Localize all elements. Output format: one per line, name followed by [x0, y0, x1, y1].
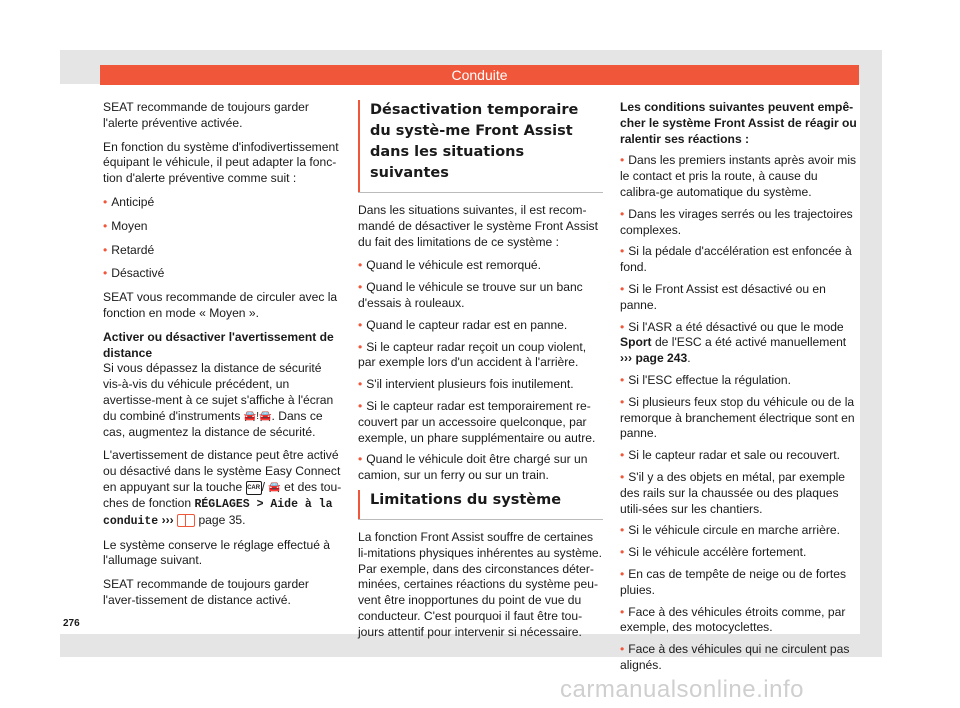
list-item: • Si le capteur radar reçoit un coup violent, par exemple lors d'un accident à l'arrière.: [358, 339, 587, 370]
section-heading: Limitations du système: [358, 490, 603, 519]
menu-path: RÉGLAGES > Aide à la conduite: [103, 497, 333, 528]
list-item: • Moyen: [103, 218, 148, 233]
divider: [358, 192, 603, 193]
paragraph: Dans les situations suivantes, il est recom-mandé de désactiver le système Front Assist du fait des limitations de ce système :: [358, 203, 598, 249]
list-item: • Dans les virages serrés ou les trajectoires complexes.: [620, 206, 853, 237]
list-item: • Dans les premiers instants après avoir mis le contact et pris la route, à cause du calibra-ge automatique du système.: [620, 153, 857, 199]
sport-mode-label: Sport: [620, 335, 652, 350]
situation-list: [358, 258, 603, 484]
bullet-icon: •: [103, 242, 108, 257]
section-heading: Désactivation temporaire du systè-me Front Assist dans les situations suivantes: [358, 100, 603, 192]
distance-warning-icon: 🚘!🚘: [243, 410, 272, 422]
column-3: [620, 100, 858, 680]
list-item: • Quand le capteur radar est en panne.: [358, 317, 568, 332]
list-item: • Si plusieurs feux stop du véhicule ou de la remorque à branchement électrique sont en panne.: [620, 394, 855, 441]
paragraph: SEAT recommande de toujours garder l'alerte préventive activée.: [103, 100, 309, 130]
car-key-icon: CAR: [246, 481, 262, 495]
paragraph: La fonction Front Assist souffre de certaines li-mitations physiques inhérentes au système. Par exemple, dans des circonstances déter-minées, certaines réactions du système peu-vent être inopportunes du point de vue du conducteur. C'est pourquoi il faut être tou-jours attentif pour intervenir si nécessaire.: [358, 529, 603, 639]
paragraph: Le système conserve le réglage effectué à l'allumage suivant.: [103, 537, 331, 568]
list-item: • S'il intervient plusieurs fois inutilement.: [358, 377, 574, 392]
section-header: Conduite: [100, 65, 859, 85]
list-item: • S'il y a des objets en métal, par exemple des rails sur la chaussée ou des plaques utili-sées sur les chantiers.: [620, 469, 845, 516]
bullet-icon: •: [103, 194, 108, 209]
page-number: 276: [63, 618, 80, 629]
bullet-icon: •: [103, 218, 108, 233]
list-item: • Si le capteur radar est temporairement re-couvert par un accessoire quelconque, par exemple, un phare supplémentaire ou autre.: [358, 398, 596, 445]
list-item: • Face à des véhicules étroits comme, par exemple, des motocyclettes.: [620, 604, 846, 635]
option-list: [103, 195, 343, 282]
list-item: • Quand le véhicule se trouve sur un banc d'essais à rouleaux.: [358, 280, 583, 310]
list-item: • En cas de tempête de neige ou de fortes pluies.: [620, 566, 847, 597]
paragraph: L'avertissement de distance peut être activé ou désactivé dans le système Easy Connect en appuyant sur la touche CAR / 🚘 et des tou-ches de fonction RÉGLAGES > Aide à la conduite ››› page 35.: [103, 448, 342, 528]
list-item: • Si le Front Assist est désactivé ou en panne.: [620, 281, 826, 312]
cross-ref-arrows: ›››: [161, 512, 174, 527]
column-1: [103, 100, 343, 617]
list-item: • Si le véhicule accélère fortement.: [620, 545, 807, 560]
list-item: • Anticipé: [103, 194, 155, 209]
paragraph: SEAT vous recommande de circuler avec la fonction en mode « Moyen ».: [103, 290, 338, 320]
watermark: carmanualsonline.info: [560, 676, 804, 703]
paragraph: Si vous dépassez la distance de sécurité vis-à-vis du véhicule précédent, un avertisse-ment à ce sujet s'affiche à l'écran du combiné d'instruments 🚘!🚘. Dans ce cas, augmentez la distance de sécurité.: [103, 361, 334, 439]
list-item: • Quand le véhicule doit être chargé sur un camion, sur un ferry ou sur un train.: [358, 452, 588, 483]
list-item: • Si le capteur radar et sale ou recouvert.: [620, 448, 840, 463]
list-item: • Si la pédale d'accélération est enfoncée à fond.: [620, 244, 852, 275]
list-item: • Si l'ESC effectue la régulation.: [620, 372, 791, 387]
paragraph: En fonction du système d'infodivertissement équipant le véhicule, il peut adapter la fonc-tion d'alerte préventive comme suit :: [103, 139, 339, 186]
list-item: • Face à des véhicules qui ne circulent pas alignés.: [620, 642, 850, 672]
column-2: [358, 100, 603, 649]
car-settings-icon: 🚘: [268, 482, 281, 494]
list-item: • Si l'ASR a été désactivé ou que le mode Sport de l'ESC a été activé manuellement ››› page 243.: [620, 319, 847, 366]
divider: [358, 519, 603, 520]
list-item: • Désactivé: [103, 266, 165, 281]
book-icon: [177, 514, 195, 527]
list-item: • Si le véhicule circule en marche arrière.: [620, 523, 840, 538]
paragraph: SEAT recommande de toujours garder l'aver-tissement de distance activé.: [103, 577, 309, 607]
page-reference: page 35.: [198, 512, 246, 527]
condition-list: [620, 153, 858, 673]
subheading: Activer ou désactiver l'avertissement de distance: [103, 329, 334, 360]
list-item: • Quand le véhicule est remorqué.: [358, 258, 542, 273]
subheading: Les conditions suivantes peuvent empê-cher le système Front Assist de réagir ou ralentir ses réactions :: [620, 100, 857, 146]
list-item: • Retardé: [103, 242, 155, 257]
bullet-icon: •: [103, 266, 108, 281]
page-reference: ››› page 243: [620, 351, 688, 366]
